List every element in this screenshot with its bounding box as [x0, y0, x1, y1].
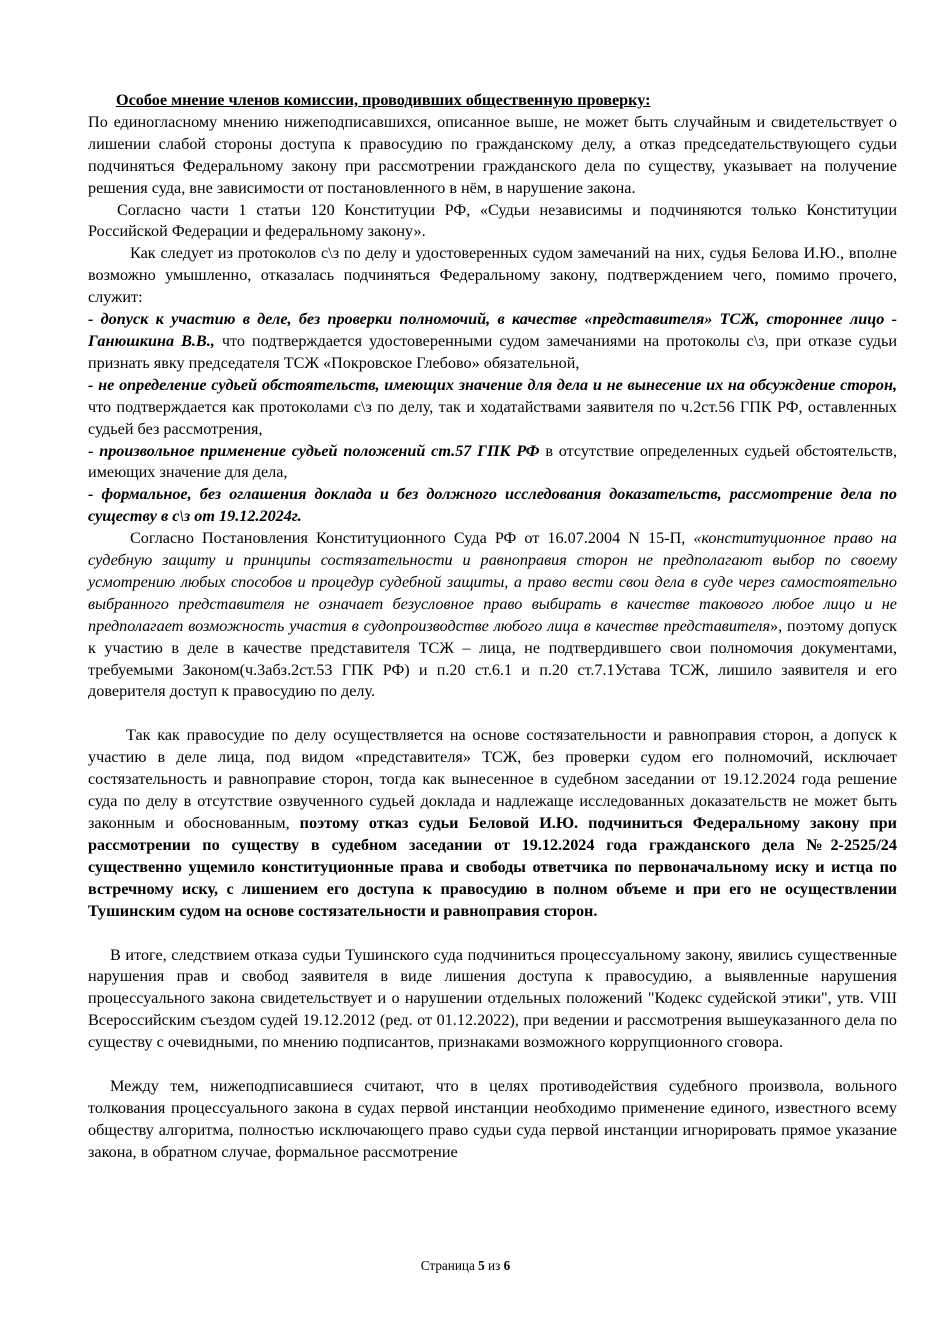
paragraph-court-ruling-quote: «конституционное право на судебную защиту и принципы состязательности и равноправия сторон не предполагают выбор по своему усмотрению любых способов и процедур судебной защиты, а право вести свои дела в суде через самостоятельно выбранного представителя не означает безусловное право выбирать в качестве такового любое лицо и не предполагает возможность участия в судопроизводстве любого лица в качестве представителя: [88, 529, 897, 635]
paragraph-unanimous-opinion: По единогласному мнению нижеподписавшихся, описанное выше, не может быть случайным и свидетельствует о лишении слабой стороны доступа к правосудию по гражданскому делу, а отказ председательствующего судьи подчиняться Федеральному закону при рассмотрении гражданского дела по существу, указывает на получение решения суда, вне зависимости от постановленного в нём, в нарушение закона.: [88, 112, 897, 197]
paragraph-adversarial-principle: [88, 725, 897, 922]
list-item-circumstances-emphasis: - не определение судьей обстоятельств, имеющих значение для дела и не вынесение их на обсуждение сторон,: [88, 375, 897, 394]
paragraph-court-ruling: [88, 528, 897, 703]
list-item-circumstances: [88, 375, 897, 441]
paragraph-spacer: [88, 1054, 897, 1076]
paragraph-adversarial-text: Так как правосудие по делу осуществляется на основе состязательности и равноправия сторон, а допуск к участию в деле лица, под видом «представителя» ТСЖ, без проверки судом его полномочий, исключает состязательность и равноправие сторон, тогда как вынесенное в судебном заседании от 19.12.2024 года решение суда по делу в отсутствие озвученного судьей доклада и надлежаще исследованных доказательств не может быть законным и обоснованным,: [88, 726, 897, 832]
page-footer: [0, 1258, 931, 1274]
paragraph-court-ruling-conclusion: », поэтому допуск к участию в деле в качестве представителя ТСЖ – лица, не подтвердившего свои полномочия документами, требуемыми Законом(ч.3абз.2ст.53 ГПК РФ) и п.20 ст.6.1 и п.20 ст.7.1Устава ТСЖ, лишило заявителя и его доверителя доступ к правосудию по делу.: [88, 616, 897, 701]
list-item-arbitrary-application: [88, 441, 897, 485]
list-item-arbitrary-dash: -: [88, 441, 100, 460]
paragraph-constitution-article: Согласно части 1 статьи 120 Конституции РФ, «Судьи независимы и подчиняются только Конституции Российской Федерации и федеральному закону».: [88, 200, 897, 241]
section-heading-text: Особое мнение членов комиссии, проводивших общественную проверку: [116, 91, 646, 109]
paragraph-spacer: [88, 923, 897, 945]
list-item-arbitrary-text: в отсутствие определенных судьей обстоятельств, имеющих значение для дела,: [88, 441, 897, 482]
list-item-formal-review-emphasis: - формальное, без оглашения доклада и без должного исследования доказательств, рассмотрение дела по существу в с\з от 19.12.2024г.: [88, 485, 897, 526]
section-heading: [88, 90, 897, 112]
list-item-circumstances-text: что подтверждается как протоколами с\з по делу, так и ходатайствами заявителя по ч.2ст.56 ГПК РФ, оставленных судьей без рассмотрения,: [88, 397, 897, 438]
list-item-admission-emphasis: - допуск к участию в деле, без проверки полномочий, в качестве «представителя» ТСЖ, стороннее лицо - Ганюшкина В.В.,: [88, 310, 897, 350]
paragraph-spacer: [88, 703, 897, 725]
page-number-total: 6: [503, 1258, 511, 1273]
list-item-formal-review: [88, 484, 897, 528]
paragraph-protocols: Как следует из протоколов с\з по делу и удостоверенных судом замечаний на них, судья Белова И.Ю., вполне возможно умышленно, отказалась подчиняться Федеральному закону, подтверждением чего, помимо прочего, служит:: [88, 244, 897, 307]
list-item-admission-text: что подтверждается удостоверенными судом замечаниями на протоколы с\з, при отказе судьи признать явку председателя ТСЖ «Покровское Глебово» обязательной,: [88, 331, 898, 372]
paragraph-conclusion: В итоге, следствием отказа судьи Тушинского суда подчиниться процессуальному закону, явились существенные нарушения прав и свобод заявителя в виде лишения доступа к правосудию, а выявленные нарушения процессуального закона свидетельствует и о нарушении отдельных положений "Кодекс судейской этики", утв. VIII Всероссийским съездом судей 19.12.2012 (ред. от 01.12.2022), при ведении и рассмотрения вышеуказанного дела по существу с очевидными, по мнению подписантов, признаками возможного коррупционного сговора.: [88, 945, 897, 1052]
section-heading-colon: :: [645, 91, 651, 109]
list-item-arbitrary-emphasis: произвольное применение судьей положений ст.57 ГПК РФ: [99, 441, 540, 460]
page-footer-prefix: Страница: [420, 1258, 479, 1273]
paragraph-meanwhile: Между тем, нижеподписавшиеся считают, что в целях противодействия судебного произвола, вольного толкования процессуального закона в судах первой инстанции необходимо применение единого, известного всему обществу алгоритма, полностью исключающего право судьи суда первой инстанции игнорировать прямое указание закона, в обратном случае, формальное рассмотрение: [88, 1077, 897, 1161]
paragraph-court-ruling-intro: Согласно Постановления Конституционного Суда РФ от 16.07.2004 N 15-П,: [130, 529, 694, 548]
page-footer-middle: из: [484, 1258, 504, 1273]
page-number-current: 5: [478, 1258, 485, 1273]
paragraph-adversarial-bold: поэтому отказ судьи Беловой И.Ю. подчиниться Федеральному закону при рассмотрении по существу в судебном заседании от 19.12.2024 года гражданского дела №2-2525/24 существенно ущемило конституционные права и свободы ответчика по первоначальному иску и истца по встречному иску, с лишением его доступа к правосудию в полном объеме и при его не осуществлении Тушинским судом на основе состязательности и равноправия сторон.: [88, 814, 897, 920]
document-body: [88, 90, 897, 1164]
list-item-admission: [88, 309, 897, 375]
